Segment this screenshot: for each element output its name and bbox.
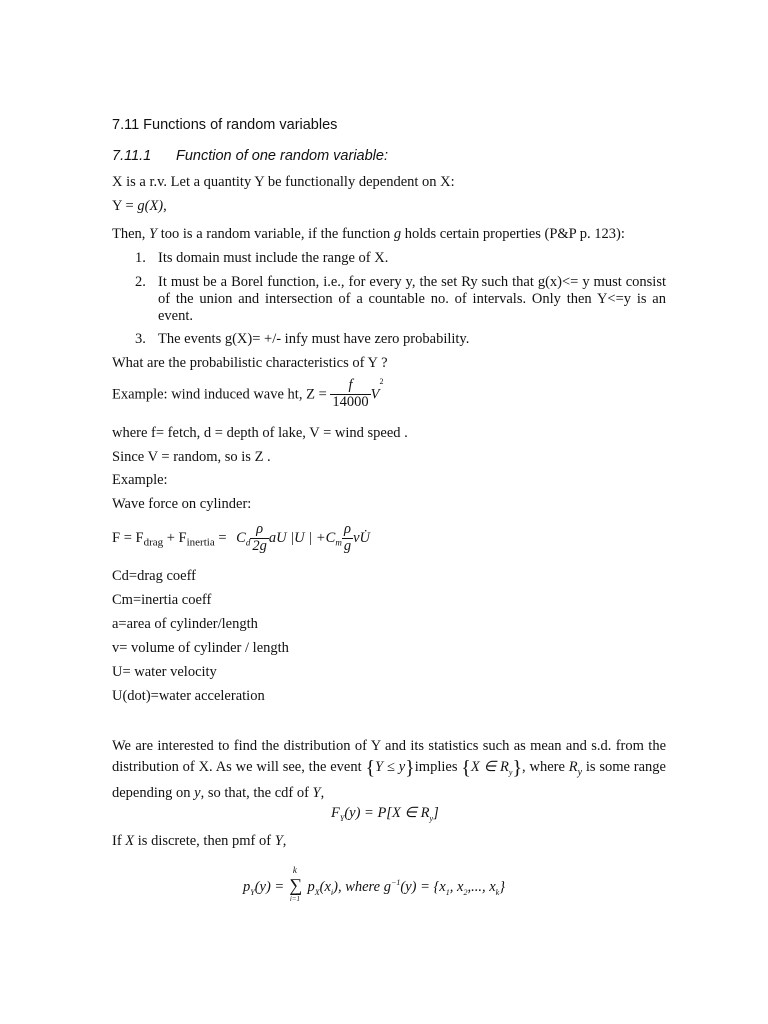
list-item-2: It must be a Borel function, i.e., for every y, the set Ry such that g(x)<= y must consist of the union and intersection of a countable no. of intervals. Only then Y<=y is an event. [158,274,666,325]
cdf-rest: (y) = P[X ∈ R [344,805,430,821]
dist-comma: , [320,784,325,801]
force-equation [112,522,370,555]
paragraph-distribution [112,736,666,804]
equation-y-rhs: g(X), [137,198,167,214]
force-plus: + F [163,530,187,547]
example-1-v: V [370,386,380,403]
dist-R: R [568,759,578,775]
then-a: Then, [112,226,150,242]
dist-implies: implies [414,759,462,775]
fraction-denominator: 14000 [332,394,369,411]
pmf-set-close: } [499,879,505,895]
then-g: g [393,226,402,242]
subsection-title: Function of one random variable: [176,148,388,164]
cdf-F: F [331,805,340,821]
pmf-equation [243,865,505,903]
rho-2: ρ [342,522,353,539]
paragraph-discrete [112,833,286,850]
dist-some-range: is some range depending on [112,759,666,801]
force-Cd-sub: d [245,537,251,548]
list-number-3: 3. [135,331,146,347]
wave-force-label: Wave force on cylinder: [112,496,252,512]
pmf-comma-2: ,..., x [467,879,496,895]
force-F: F = F [112,530,144,547]
section-title: 7.11 Functions of random variables [112,117,338,133]
dist-y: y [194,784,201,801]
paragraph-intro: X is a r.v. Let a quantity Y be functionally dependent on X: [112,174,455,190]
disc-comma: , [282,833,287,849]
dist-cdf: , so that, the cdf of [200,784,313,801]
definition-v: v= volume of cylinder / length [112,640,289,656]
list-item-3: The events g(X)= +/- infy must have zero probability. [158,331,470,347]
pmf-px-sub: X [314,887,320,897]
sum-top: k [292,865,297,875]
g-denominator: g [343,537,352,554]
sum-symbol: ∑ [289,875,303,895]
subsection-number: 7.11.1 [112,148,152,164]
cdf-equation [331,805,439,823]
definition-cm: Cm=inertia coeff [112,592,212,608]
right-brace-2: } [512,757,523,779]
event-r-sub: y [508,767,513,777]
pmf-set: (y) = {x [400,879,446,895]
two-g: 2g [252,537,267,554]
then-c: too is a random variable, if the function [157,226,394,242]
then-y: Y [149,226,158,242]
equation-y [112,198,167,215]
example-wave-height [112,378,383,411]
example-1-exponent: 2 [379,377,384,386]
pmf-inverse: −1 [390,878,401,888]
left-brace-1: { [365,757,376,779]
disc-mid: is discrete, then pmf of [134,833,275,849]
list-number-1: 1. [135,250,146,266]
force-drag-sub: drag [143,536,164,549]
left-brace-2: { [461,757,471,779]
pmf-comma-1: , x [449,879,464,895]
pmf-lhs-rest: (y) = [254,879,288,895]
equation-y-lhs: Y = [112,198,138,214]
rho-1: ρ [250,522,269,539]
paragraph-then [112,226,625,243]
event-y-le-y: Y ≤ y [375,759,406,775]
pmf-xi-sub: i [330,887,334,897]
force-vU: vU̇ [353,530,370,547]
sum-bottom: i=1 [289,895,301,903]
pmf-where: ), where g [333,879,391,895]
force-aU: aU |U | +C [268,530,336,547]
definition-u: U= water velocity [112,664,217,680]
definition-cd: Cd=drag coeff [112,568,197,584]
disc-Y: Y [274,833,283,849]
force-inertia-sub: inertia [186,536,215,549]
where-paragraph: where f= fetch, d = depth of lake, V = wind speed . [112,425,408,441]
example-2-label: Example: [112,472,168,488]
example-1-label: Example: wind induced wave ht, Z = [112,386,331,403]
definition-a: a=area of cylinder/length [112,616,258,632]
cdf-F-sub: Y [339,813,345,823]
pmf-px: p [307,879,315,895]
fraction-f-over-14000 [330,378,370,411]
then-e: holds certain properties (P&P p. 123): [401,226,625,242]
force-equals: = [214,530,231,547]
dist-text: We are interested to find the distribution of Y and its statistics such as mean and s.d. from the distribution of X. As we will see, the event [112,738,666,775]
cdf-R-sub: y [429,813,434,823]
since-paragraph: Since V = random, so is Z . [112,449,271,465]
cdf-close: ] [433,805,439,821]
dist-R-sub: y [577,766,583,778]
pmf-sub-1: 1 [445,887,450,897]
pmf-px-rest: (x [319,879,331,895]
disc-X: X [125,833,135,849]
pmf-sub-2: 2 [463,887,468,897]
pmf-sub-k: k [495,887,500,897]
dist-where: , where [522,759,569,775]
list-number-2: 2. [135,274,146,290]
question-paragraph: What are the probabilistic characteristics of Y ? [112,355,388,371]
fraction-rho-over-g [342,522,353,555]
pmf-p: p [243,879,251,895]
list-item-1: Its domain must include the range of X. [158,250,389,266]
force-Cm-sub: m [335,537,342,548]
right-brace-1: } [405,757,415,779]
fraction-rho-over-2g [250,522,269,555]
event-x-in-r: X ∈ R [470,759,509,775]
force-Cd: C [236,530,246,547]
pmf-p-sub: Y [250,887,255,897]
fraction-numerator: f [330,378,370,395]
definition-udot: U(dot)=water acceleration [112,688,265,704]
dist-Y: Y [312,784,321,801]
disc-if: If [112,833,126,849]
summation [288,865,304,903]
